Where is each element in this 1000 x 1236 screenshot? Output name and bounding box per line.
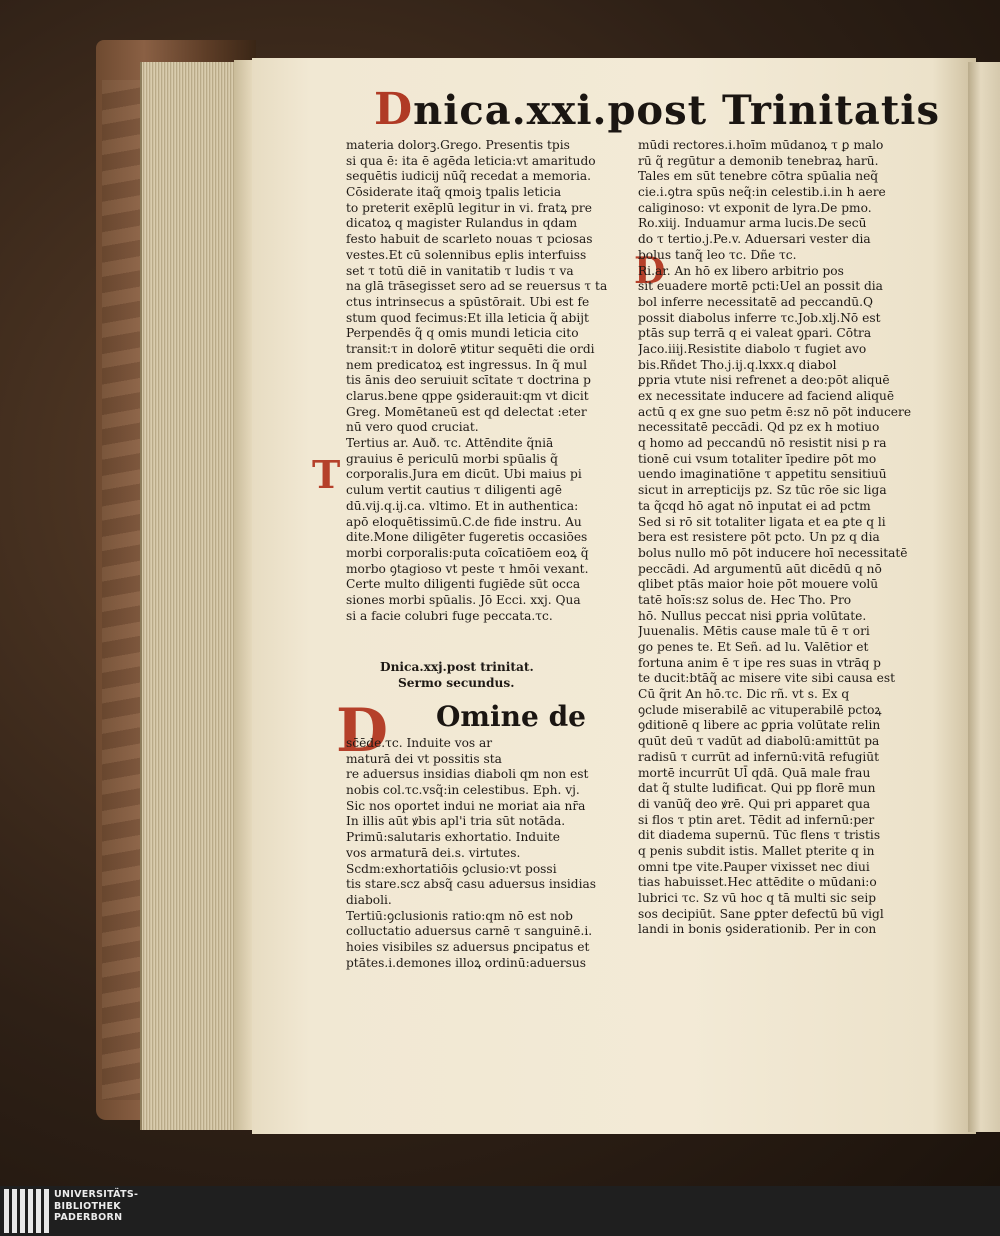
text-line: apō eloquētissimū.C.de fide instru. Au <box>346 514 582 529</box>
text-line: Sic nos oportet indui ne moriat aia nr̄a <box>346 798 586 813</box>
text-line: dū.vij.q.ij.ca. vltimo. Et in authentica: <box>346 498 579 513</box>
text-line: sequētis iudicij nūq̃ recedat a memoria. <box>346 169 592 184</box>
text-line: dit diadema supernū. Tūc flens τ tristis <box>638 828 881 843</box>
library-logo-icon <box>4 1189 50 1233</box>
text-line: dite.Mone diligēter fugeretis occasiōes <box>346 530 588 545</box>
text-line: Tertiū:ꝯclusionis ratio:qm nō est nob <box>346 908 573 923</box>
text-line: quūt deū τ vadūt ad diabolū:amittūt pa <box>638 734 880 749</box>
text-line: go penes te. Et Señ. ad lu. Valētior et <box>638 640 869 654</box>
text-line: Ri.ar. An hō ex libero arbitrio pos <box>638 263 844 278</box>
text-line: mortē incurrūt Ul̄ qdā. Quā male frau <box>638 765 871 780</box>
library-name-line: UNIVERSITÄTS- <box>54 1189 139 1200</box>
text-line: tionē cui vsum totaliter īpedire pōt mo <box>638 451 877 466</box>
text-line: mūdi rectores.i.hoīm mūdanoꝝ τ ꝑ malo <box>638 138 884 152</box>
text-line: sicut in arrepticijs pz. Sz tūc rōe sic liga <box>638 483 887 498</box>
text-line: fortuna anim ē τ ipe res suas in vtrāq p <box>638 655 881 670</box>
text-line: nobis col.τc.vsq̃:in celestibus. Eph. vj. <box>346 783 580 798</box>
text-line: bis.Rñdet Tho.j.ij.q.lxxx.q diabol <box>638 357 837 372</box>
text-line: re aduersus insidias diaboli qm non est <box>346 767 589 782</box>
heading-text: nica.xxi.post Trinitatis <box>413 87 941 134</box>
text-line: culum vertit cautius τ diligenti agē <box>346 483 562 498</box>
text-line: te ducit:btāq̃ ac misere vite sibi causa est <box>638 671 895 686</box>
text-line: nū vero quod cruciat. <box>346 420 479 435</box>
decorated-initial: D <box>336 696 389 766</box>
text-line: festo habuit de scarleto nouas τ pciosas <box>346 232 593 247</box>
text-line: vos armaturā dei.s. virtutes. <box>346 845 521 860</box>
text-line: Jaco.iiij.Resistite diabolo τ fugiet avo <box>638 341 867 356</box>
decorated-initial-text: Omine de <box>436 700 586 733</box>
left-column-lower <box>346 736 631 971</box>
text-line: diaboli. <box>346 892 392 907</box>
text-line: bolus nullo mō pōt inducere hoī necessitatē <box>638 545 908 560</box>
text-line: na glā trāsegisset sero ad se reuersus τ ta <box>346 279 608 294</box>
text-line: ex necessitate inducere ad faciend aliquē <box>638 389 895 403</box>
text-line: colluctatio aduersus carnē τ sanguinē.i. <box>346 924 593 939</box>
text-line: Cōsiderate itaq̃ qmoiꝫ tpalis leticia <box>346 185 562 200</box>
text-line: Cū q̃rit An hō.τc. Dic rñ. vt s. Ex q <box>638 687 850 702</box>
text-line: ptātes.i.demones illoꝝ ordinū:aduersus <box>346 955 587 970</box>
text-line: ctus intrinsecus a spūstōrait. Ubi est fe <box>346 294 590 309</box>
text-line: vestes.Et cū solennibus eplis interfuiss <box>346 247 587 262</box>
text-line: materia dolorꝫ.Grego. Presentis tpis <box>346 138 570 152</box>
text-line: Primū:salutaris exhortatio. Induite <box>346 830 560 845</box>
text-line: Juuenalis. Mētis cause male tū ē τ ori <box>638 624 870 639</box>
text-line: dat q̃ stulte ludificat. Qui pp florē mun <box>638 781 876 796</box>
text-line: Perpendēs q̃ q omis mundi leticia cito <box>346 326 579 341</box>
text-line: possit diabolus inferre τc.Job.xlj.Nō est <box>638 310 881 325</box>
text-line: si a facie colubri fuge peccata.τc. <box>346 608 553 623</box>
heading-initial: D <box>374 84 414 135</box>
text-line: rū q̃ regūtur a demonib tenebraꝝ harū. <box>638 153 879 168</box>
text-line: nem predicatoꝝ est ingressus. In q̃ mul <box>346 357 587 372</box>
right-column <box>638 138 938 938</box>
library-name-line: PADERBORN <box>54 1212 123 1223</box>
text-line: Sed si rō sit totaliter ligata et ea ꝑte q li <box>638 514 886 529</box>
text-line: tias habuisset.Hec attēdite o mūdani:o <box>638 875 877 890</box>
text-line: omni tpe vite.Pauper vixisset nec diui <box>638 859 870 874</box>
text-line: clarus.bene qppe ꝯsiderauit:qm vt dicit <box>346 389 589 403</box>
text-line: q penis subdit istis. Mallet pterite q in <box>638 843 875 858</box>
text-line: Tertius ar. Auð. τc. Attēndite q̃niā <box>346 436 554 451</box>
text-line: grauius ē periculū morbi spūalis q̃ <box>346 451 558 466</box>
text-line: sit euadere mortē pcti:Uel an possit dia <box>638 279 883 294</box>
text-line: q homo ad peccandū nō resistit nisi p ra <box>638 436 887 451</box>
sermon-heading <box>346 660 631 691</box>
text-line: hō. Nullus peccat nisi ꝑpria volūtate. <box>638 608 867 623</box>
text-line: ꝯditionē q libere ac ꝑpria volūtate relin <box>638 718 881 733</box>
text-line: Greg. Momētaneū est qd delectat :eter <box>346 404 587 419</box>
text-line: bolus tanq̃ leo τc. Dñe τc. <box>638 247 797 262</box>
text-line: In illis aūt ꝟbis apl'i tria sūt notāda. <box>346 814 566 829</box>
sermon-number: Sermo secundus. <box>398 675 515 690</box>
text-line: siones morbi spūalis. Jō Ecci. xxj. Qua <box>346 592 581 607</box>
text-line: cie.i.ꝯtra spūs neq̃:in celestib.i.in h aere <box>638 185 886 200</box>
text-line: radisū τ currūt ad infernū:vitā refugiūt <box>638 749 880 764</box>
text-line: maturā dei vt possitis sta <box>346 751 502 766</box>
text-line: bera est resistere pōt pcto. Un pz q dia <box>638 530 880 545</box>
text-line: uendo imaginatiōne τ appetitu sensitiuū <box>638 467 887 482</box>
text-line: ptās sup terrā q ei valeat ꝯpari. Cōtra <box>638 326 872 341</box>
library-name-line: BIBLIOTHEK <box>54 1200 121 1212</box>
text-line: Scdm:exhortatiōis ꝯclusio:vt possi <box>346 861 557 876</box>
text-line: transit:τ in dolorē ꝟtitur sequēti die ordi <box>346 341 595 356</box>
text-line: si flos τ ptin aret. Tēdit ad infernū:per <box>638 812 875 827</box>
text-line: set τ totū diē in vanitatib τ ludis τ va <box>346 263 574 278</box>
text-line: ta q̃cqd hō agat nō inputat ei ad pctm <box>638 498 871 513</box>
text-line: Certe multo diligenti fugiēde sūt occa <box>346 577 581 592</box>
text-line: sc̄ēde.τc. Induite vos ar <box>346 736 493 750</box>
page-heading <box>374 84 941 136</box>
text-line: bol inferre necessitatē ad peccandū.Q <box>638 294 874 309</box>
text-line: sos decipiūt. Sane ꝑpter defectū bū vigl <box>638 906 884 921</box>
text-line: to preterit exēplū legitur in vi. fratꝝ pre <box>346 200 592 215</box>
sermon-title: Dnica.xxj.post trinitat. <box>380 660 534 674</box>
page-edge-sliver <box>234 60 254 1130</box>
text-line: peccādi. Ad argumentū aūt dicēdū q nō <box>638 561 882 576</box>
facing-page <box>968 62 1000 1132</box>
text-line: actū q ex gne suo petm ē:sz nō pōt inducere <box>638 404 912 419</box>
text-line: caliginoso: vt exponit de lyra.De pmo. <box>638 200 872 215</box>
text-line: ꝑpria vtute nisi refrenet a deo:pōt aliquē <box>638 373 890 388</box>
text-line: landi in bonis ꝯsiderationib. Per in con <box>638 922 877 937</box>
text-line: necessitatē peccādi. Qd pz ex h motiuo <box>638 420 880 435</box>
rubric-initial-t: T <box>312 452 341 497</box>
text-line: qlibet ptās maior hoie pōt mouere volū <box>638 577 879 592</box>
text-line: Ro.xiij. Induamur arma lucis.De secū <box>638 216 867 231</box>
text-line: corporalis.Jura em dicūt. Ubi maius pi <box>346 467 582 482</box>
text-line: stum quod fecimus:Et illa leticia q̃ abijt <box>346 310 589 325</box>
text-line: si qua ē: ita ē agēda leticia:vt amaritudo <box>346 153 596 168</box>
rubric-initial-p: D <box>634 250 666 292</box>
text-line: morbo ꝯtagioso vt peste τ hmōi vexant. <box>346 561 589 576</box>
text-line: lubrici τc. Sz vū hoc q tā multi sic seip <box>638 891 877 905</box>
library-name <box>54 1189 184 1224</box>
text-line: tis stare.scz absq̃ casu aduersus insidias <box>346 877 597 892</box>
text-line: ꝯclude miserabilē ac vituperabilē pctoꝝ <box>638 702 882 717</box>
text-line: Tales em sūt tenebre cōtra spūalia neq̃ <box>638 169 879 184</box>
text-line: do τ tertio.j.Pe.v. Aduersari vester dia <box>638 232 871 247</box>
text-line: di vanūq̃ deo ꝟrē. Qui pri apparet qua <box>638 796 871 811</box>
left-column <box>346 138 631 624</box>
text-line: hoies visibiles sz aduersus ꝑncipatus et <box>346 939 590 954</box>
text-line: dicatoꝝ q magister Rulandus in qdam <box>346 216 578 231</box>
text-line: tis ānis deo seruiuit scītate τ doctrina p <box>346 373 591 388</box>
text-line: tatē hoīs:sz solus de. Hec Tho. Pro <box>638 592 852 607</box>
text-line: morbi corporalis:puta coīcatiōem eoꝝ q̃ <box>346 545 589 560</box>
